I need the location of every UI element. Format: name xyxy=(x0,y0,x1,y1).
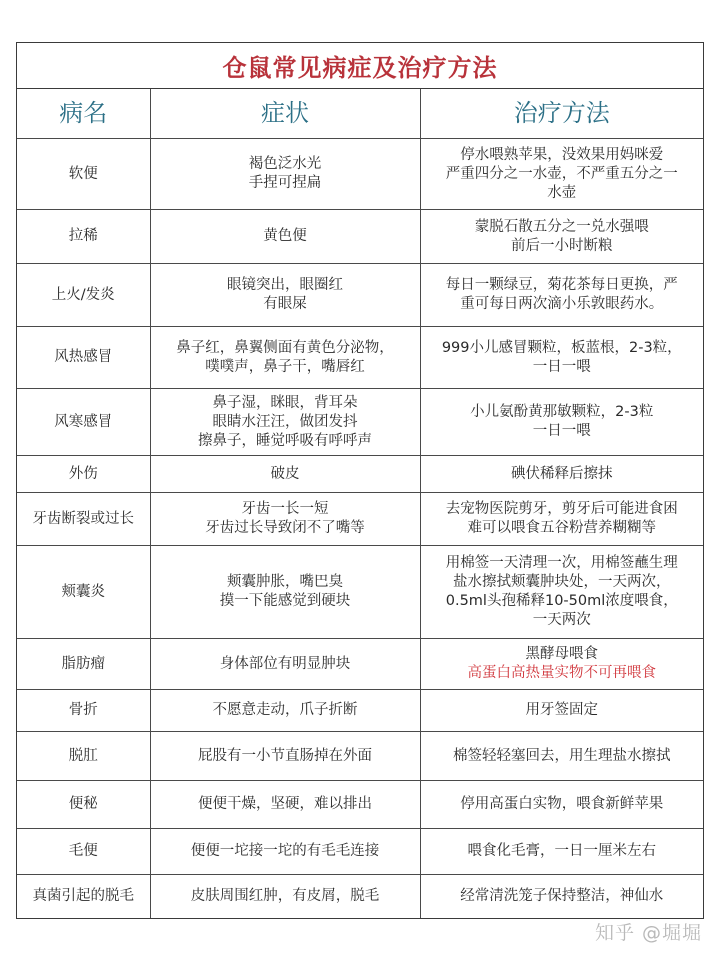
treatment-cell xyxy=(420,829,703,875)
disease-name-cell: 风寒感冒 xyxy=(17,389,150,456)
symptom-line: 破皮 xyxy=(270,465,300,482)
symptom-line: 鼻子红，鼻翼侧面有黄色分泌物， xyxy=(176,339,394,356)
symptoms-cell xyxy=(150,875,420,918)
treatment-cell xyxy=(420,493,703,546)
symptoms-cell xyxy=(150,264,420,327)
treatment-line: 0.5ml头孢稀释10-50ml浓度喂食， xyxy=(445,593,678,609)
watermark: 知乎 @堀堀 xyxy=(594,922,702,944)
treatment-line: 999小儿感冒颗粒，板蓝根，2-3粒， xyxy=(441,339,682,356)
treatment-line: 盐水擦拭颊囊肿块处，一天两次， xyxy=(453,574,671,590)
header-treatment: 治疗方法 xyxy=(420,89,703,139)
treatment-cell xyxy=(420,327,703,389)
treatment-line: 每日一颗绿豆，菊花茶每日更换，严 xyxy=(445,277,678,293)
table-row xyxy=(17,875,703,918)
treatment-line: 一日一喂 xyxy=(532,358,591,375)
table-row xyxy=(17,690,703,732)
disease-name-cell: 牙齿断裂或过长 xyxy=(17,493,150,546)
symptom-line: 牙齿一长一短 xyxy=(241,501,329,517)
symptom-line: 便便干燥，坚硬，难以排出 xyxy=(198,796,372,812)
disease-name-cell: 颊囊炎 xyxy=(17,546,150,639)
treatment-line: 棉签轻轻塞回去，用生理盐水擦拭 xyxy=(453,747,671,764)
table-row xyxy=(17,732,703,781)
treatment-line: 重可每日两次滴小乐敦眼药水。 xyxy=(460,296,664,312)
treatment-line: 碘伏稀释后擦抹 xyxy=(511,465,613,482)
treatment-cell xyxy=(420,690,703,732)
disease-table xyxy=(17,89,703,918)
table-row xyxy=(17,546,703,639)
disease-name-cell: 外伤 xyxy=(17,456,150,493)
symptom-line: 眼睛水汪汪，做团发抖 xyxy=(212,413,358,430)
disease-name-cell: 上火/发炎 xyxy=(17,264,150,327)
disease-name-cell: 脱肛 xyxy=(17,732,150,781)
treatment-line: 小儿氨酚黄那敏颗粒，2-3粒 xyxy=(470,404,654,420)
treatment-cell xyxy=(420,639,703,690)
treatment-line: 去宠物医院剪牙，剪牙后可能进食困 xyxy=(445,501,678,517)
table-row xyxy=(17,327,703,389)
table-row xyxy=(17,139,703,210)
treatment-line: 水壶 xyxy=(547,184,577,201)
symptom-line: 噗噗声，鼻子干，嘴唇红 xyxy=(205,358,365,375)
symptoms-cell xyxy=(150,829,420,875)
symptom-line: 眼镜突出，眼圈红 xyxy=(227,277,343,293)
symptom-line: 褐色泛水光 xyxy=(248,156,322,172)
table-title: 仓鼠常见病症及治疗方法 xyxy=(17,43,703,89)
symptom-line: 便便一坨接一坨的有毛毛连接 xyxy=(190,843,380,859)
symptom-line: 有眼屎 xyxy=(263,296,307,312)
header-symptoms: 症状 xyxy=(150,89,420,139)
table-row xyxy=(17,493,703,546)
symptom-line: 不愿意走动，爪子折断 xyxy=(212,702,358,718)
table-row xyxy=(17,781,703,829)
treatment-line: 喂食化毛膏，一日一厘米左右 xyxy=(467,843,656,859)
treatment-cell xyxy=(420,139,703,210)
disease-name-cell: 软便 xyxy=(17,139,150,210)
disease-name-cell: 便秘 xyxy=(17,781,150,829)
table-row xyxy=(17,829,703,875)
treatment-line: 用牙签固定 xyxy=(525,702,598,718)
treatment-cell xyxy=(420,546,703,639)
symptoms-cell xyxy=(150,639,420,690)
treatment-line: 经常清洗笼子保持整洁，神仙水 xyxy=(460,887,664,904)
symptom-line: 摸一下能感觉到硬块 xyxy=(219,593,351,609)
treatment-line: 停用高蛋白实物，喂食新鲜苹果 xyxy=(460,796,664,812)
disease-name-cell: 骨折 xyxy=(17,690,150,732)
disease-name-cell: 毛便 xyxy=(17,829,150,875)
disease-name-cell: 真菌引起的脱毛 xyxy=(17,875,150,918)
treatment-line: 黑酵母喂食 xyxy=(525,646,598,662)
treatment-cell xyxy=(420,456,703,493)
symptom-line: 手捏可捏扁 xyxy=(248,175,322,191)
header-disease-name: 病名 xyxy=(17,89,150,139)
treatment-cell xyxy=(420,875,703,918)
table-row xyxy=(17,456,703,493)
treatment-line: 一天两次 xyxy=(532,612,591,628)
symptoms-cell xyxy=(150,389,420,456)
symptoms-cell xyxy=(150,690,420,732)
disease-name-cell: 风热感冒 xyxy=(17,327,150,389)
symptom-line: 黄色便 xyxy=(263,228,307,244)
treatment-line: 严重四分之一水壶，不严重五分之一 xyxy=(445,165,678,182)
symptoms-cell xyxy=(150,456,420,493)
symptoms-cell xyxy=(150,327,420,389)
symptoms-cell xyxy=(150,493,420,546)
symptoms-cell xyxy=(150,732,420,781)
treatment-cell xyxy=(420,389,703,456)
treatment-cell xyxy=(420,781,703,829)
table-body xyxy=(17,139,703,918)
table-row xyxy=(17,264,703,327)
symptom-line: 牙齿过长导致闭不了嘴等 xyxy=(205,520,365,536)
treatment-cell xyxy=(420,732,703,781)
table-row xyxy=(17,639,703,690)
symptoms-cell xyxy=(150,210,420,264)
header-row xyxy=(17,89,703,139)
treatment-line: 停水喂熟苹果，没效果用妈咪爱 xyxy=(460,146,664,163)
symptoms-cell xyxy=(150,139,420,210)
symptom-line: 身体部位有明显肿块 xyxy=(219,655,351,672)
treatment-line: 一日一喂 xyxy=(532,423,591,439)
treatment-line: 前后一小时断粮 xyxy=(511,237,613,254)
disease-table-card xyxy=(16,42,704,919)
treatment-cell xyxy=(420,264,703,327)
treatment-warning: 高蛋白高热量实物不可再喂食 xyxy=(467,665,656,681)
treatment-line: 难可以喂食五谷粉营养糊糊等 xyxy=(467,520,656,536)
table-row xyxy=(17,389,703,456)
treatment-line: 用棉签一天清理一次，用棉签蘸生理 xyxy=(445,555,678,571)
treatment-cell xyxy=(420,210,703,264)
symptom-line: 颊囊肿胀，嘴巴臭 xyxy=(227,574,343,590)
symptoms-cell xyxy=(150,546,420,639)
symptom-line: 屁股有一小节直肠掉在外面 xyxy=(198,747,372,764)
symptom-line: 鼻子湿，眯眼，背耳朵 xyxy=(212,394,358,411)
treatment-line: 蒙脱石散五分之一兑水强喂 xyxy=(474,218,649,235)
symptoms-cell xyxy=(150,781,420,829)
disease-name-cell: 脂肪瘤 xyxy=(17,639,150,690)
symptom-line: 皮肤周围红肿，有皮屑，脱毛 xyxy=(190,887,380,904)
table-row xyxy=(17,210,703,264)
symptom-line: 擦鼻子，睡觉呼吸有呼呼声 xyxy=(198,432,372,449)
disease-name-cell: 拉稀 xyxy=(17,210,150,264)
